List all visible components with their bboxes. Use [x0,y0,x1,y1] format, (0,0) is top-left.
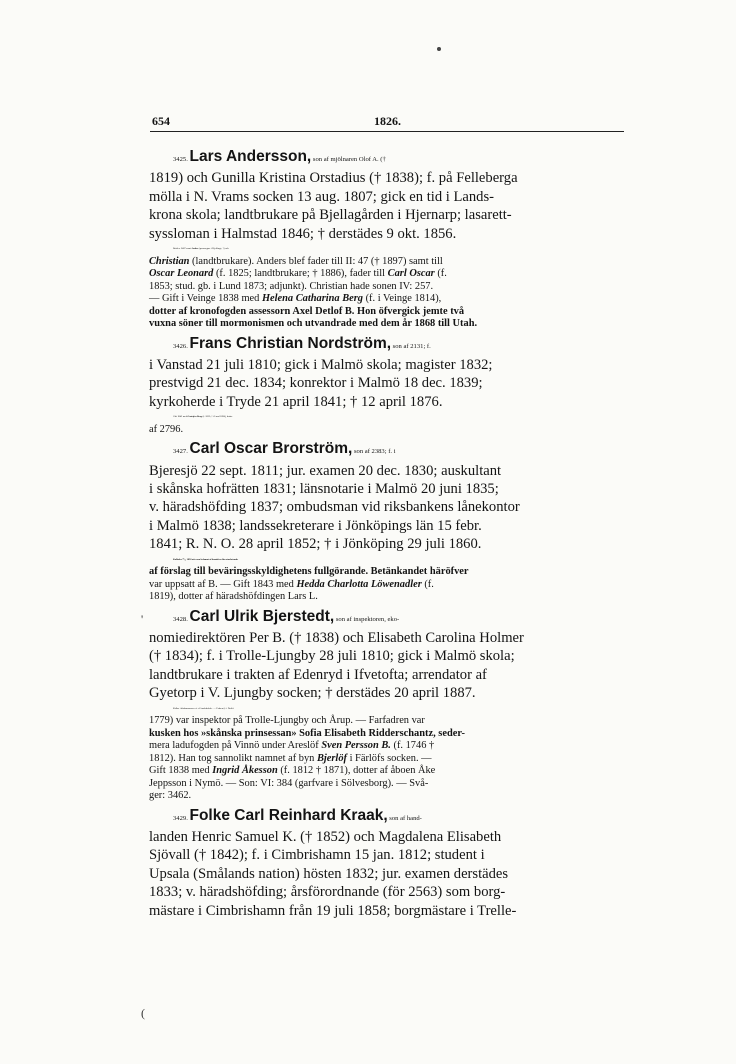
entry-3426 [149,335,627,412]
note-line: Kallades ²⁷/₁₀ 1858 att vara ledamot af komitéen för utarbetande [173,557,239,561]
note-text: i Färlöfs socken. — [346,752,432,764]
entry-line: Sjövall († 1842); f. i Cimbrishamn 15 jan. 1812; student i [149,847,485,864]
entry-line: 1841; R. N. O. 28 april 1852; † i Jönköping 29 juli 1860. [149,536,482,553]
entry-line: 1833; v. häradshöfding; årsförordnande (för 2563) som borg- [149,884,506,901]
entry-line: i Malmö 1838; landssekreterare i Jönköpings län 15 febr. [149,517,482,534]
note-line [149,268,627,281]
note-text: Gift 1842 med [173,415,188,419]
note-3427 [149,554,627,604]
note-line [149,753,627,766]
person-name: Carl Ulrik Bjerstedt, [189,607,335,625]
note-line: vuxna söner till mormonismen och utvandrade med dem år 1868 till Utah. [149,318,478,330]
ink-dot [437,47,441,51]
entry-line: prestvigd 21 dec. 1834; konrektor i Malmö 18 dec. 1839; [149,375,483,392]
note-line [149,765,627,778]
entry-line: i Vanstad 21 juli 1810; gick i Malmö skola; magister 1832; [149,356,493,373]
note-line: 1819), dotter af häradshöfdingen Lars L. [149,591,318,603]
entry-line: krona skola; landtbrukare på Bjellagården i Hjernarp; lasarett- [149,207,512,224]
note-line: 1853; stud. gb. i Lund 1873; adjunkt). Christian hade sonen IV: 257. [149,280,434,292]
note-name: Helena Catharina Berg [261,293,363,305]
entry-3429 [149,807,627,920]
entry-line: landen Henric Samuel K. († 1852) och Magdalena Elisabeth [149,829,502,846]
note-text: Bröder: 3487 samt [173,247,192,251]
note-name: Carl Oscar [387,268,435,280]
note-text: (f. i Veinge 1814), [362,293,442,305]
running-head-year: 1826. [374,114,401,128]
note-3426 [149,411,627,436]
note-text: (landtbrukare). Anders blef fader till II: 47 († 1897) samt till [189,255,443,267]
entry-first-line [149,440,627,461]
note-text: (f. 1825; landtbrukare; † 1886), fader till [213,268,388,280]
page-number: 654 [152,114,170,128]
note-3425 [149,243,627,331]
note-name: Oscar Leonard [149,268,214,280]
note-text: mera ladufogden på Vinnö under Areslöf [149,740,322,752]
note-line [149,411,627,424]
entry-3425 [149,148,627,243]
entry-line: mölla i N. Vrams socken 13 aug. 1807; gick en tid i Lands- [149,188,494,205]
entry-number: 3425. [173,156,188,163]
note-line: kusken hos »skånska prinsessan» Sofia Elisabeth Ridderschantz, seder- [149,727,466,739]
note-name: Bjerlöf [316,752,347,764]
note-line: af 2796. [149,423,184,435]
note-text: 1812). Han tog sannolikt namnet af byn [149,752,317,764]
note-line [149,256,627,269]
note-line: 1779) var inspektor på Trolle-Ljungby och Årup. — Farfadren var [149,715,425,727]
entry-line: Upsala (Smålands nation) hösten 1832; jur. examen derstädes [149,865,509,882]
note-line [149,293,627,306]
note-line: dotter af kronofogden assessorn Axel Detlof B. Hon öfvergick jemte två [149,305,465,317]
note-name: Ingrid Åkesson [212,765,278,777]
note-text: (f. [421,578,434,590]
page-header [0,111,736,135]
entry-number: 3429. [173,814,188,822]
note-line [149,579,627,592]
entry-first-line [149,608,627,629]
entry-3428 [149,608,627,703]
entry-line: son af inspektoren, eko- [334,615,400,623]
entry-number: 3428. [173,615,188,623]
note-text: var uppsatt af B. — Gift 1843 med [149,578,297,590]
entry-line: kyrkoherde i Tryde 21 april 1841; † 12 april 1876. [149,393,443,410]
margin-paren-mark: ( [141,1006,145,1020]
note-line: ger: 3462. [149,790,192,802]
entry-line: son af 2383; f. i [352,448,396,456]
note-line: Jeppsson i Nymö. — Son: VI: 384 (garfvare i Sölvesborg). — Svå- [149,777,429,789]
entry-number: 3427. [173,448,188,456]
entry-first-line [149,335,627,356]
entry-line: son af 2131; f. [391,342,431,350]
entry-number: 3426. [173,342,188,350]
note-3428 [149,703,627,803]
note-line [149,243,627,256]
note-name: Gustafva Borg [187,415,202,419]
note-text: — Gift i Veinge 1838 med [149,293,262,305]
entry-line: Bjeresjö 22 sept. 1811; jur. examen 20 dec. 1830; auskultant [149,462,502,479]
note-line [149,740,627,753]
entry-line: i skånska hofrätten 1831; länsnotarie i Malmö 20 juni 1835; [149,480,499,497]
header-rule [150,131,624,132]
entry-line: syssloman i Halmstad 1846; † derstädes 9 okt. 1856. [149,225,457,242]
entry-line: Gyetorp i V. Ljungby socken; † derstädes 20 april 1887. [149,685,476,702]
note-text: (f. 1746 † [390,740,435,752]
entry-first-line [149,807,627,828]
note-text: (f. 1812 † 1871), dotter af åboen Åke [277,765,436,777]
entry-3427 [149,440,627,553]
entry-line: 1819) och Gunilla Kristina Orstadius († 1838); f. på Fellebergа [149,170,518,187]
entry-line: son af mjölnaren Olof A. († [311,156,386,163]
person-name: Frans Christian Nordström, [189,334,392,352]
entry-line: v. häradshöfding 1837; ombudsman vid riksbankens lånekontor [149,499,520,516]
entry-line: († 1834); f. i Trolle-Ljungby 28 juli 1810; gick i Malmö skola; [149,648,515,665]
entry-line: nomiedirektören Per B. († 1838) och Elisabeth Carolina Holmer [149,630,524,646]
entry-line: son af hand- [387,814,422,822]
note-line: af förslag till beväringsskyldighetens fullgörande. Betänkandet häröfver [149,566,469,578]
margin-mark: ' [141,612,144,626]
entry-first-line [149,148,627,169]
note-name: Christian [149,255,190,267]
note-name: Anders [191,247,199,251]
person-name: Lars Andersson, [189,148,312,165]
note-text: (f. [434,268,447,280]
person-name: Carl Oscar Brorström, [189,440,353,458]
note-text: (qvarnegare i Kjeflinge; †) och [198,247,229,251]
page-body [149,148,627,920]
note-name: Sven Persson B. [321,740,391,752]
person-name: Folke Carl Reinhard Kraak, [189,806,388,824]
note-text: Gift 1838 med [149,765,213,777]
entry-line: mästare i Cimbrishamn från 19 juli 1858; borgmästare i Trelle- [149,902,517,919]
entry-line: landtbrukare i trakten af Edenryd i Ifvetofta; arrendator af [149,666,487,683]
note-text: (f. 1823; † i Lund 1894), dotter [201,415,233,419]
note-line: Kallas i dödsannonsen »f. d. landsfiskal». — Fadren (f. i Färlöf [173,706,234,710]
note-name: Hedda Charlotta Löwenadler [296,578,422,590]
